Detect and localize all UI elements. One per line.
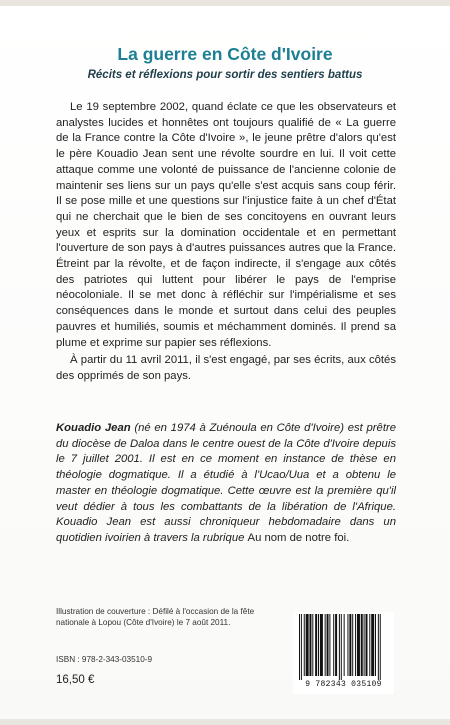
author-bio-text: est prêtre du diocèse de Daloa dans le centre ouest de la Côte d'Ivoire depuis le 7 juillet 2001. Il est en ce moment en instance de thèse en théologie dogmatique. Il a étudié à l'Ucao/Uua et a obtenu le master en théologie dogmatique. Cette œuvre est la première qu'il veut dédier à tous les combattants de la libération de l'Afrique. Kouadio Jean est aussi chroniqueur hebdomadaire dans un quotidien ivoirien à travers la rubrique (56, 422, 397, 544)
cover-credit: Illustration de couverture : Défilé à l'occasion de la fête nationale à Lopou (Côte d'Ivoire) le 7 août 2011. (56, 607, 255, 628)
barcode-bars-icon (293, 612, 394, 680)
book-title: La guerre en Côte d'Ivoire (117, 44, 333, 64)
author-name: Kouadio Jean (56, 422, 131, 434)
isbn: ISBN : 978-2-343-03510-9 (56, 655, 153, 664)
author-bio (56, 421, 396, 547)
price: 16,50 € (56, 674, 95, 686)
author-birth: (né en 1974 à Zuénoula en Côte d'Ivoire) (134, 422, 344, 434)
blurb (56, 100, 396, 385)
blurb-paragraph-2: À partir du 11 avril 2011, il s'est engagé, par ses écrits, aux côtés des opprimés de son pays. (56, 354, 396, 382)
barcode (293, 612, 394, 694)
barcode-digits: 9 782343 035109 (305, 680, 382, 689)
book-subtitle: Récits et réflexions pour sortir des sentiers battus (87, 69, 363, 81)
bottom-edge (0, 719, 450, 725)
blurb-paragraph-1: Le 19 septembre 2002, quand éclate ce que les observateurs et analystes lucides et honnêtes ont toujours qualifié de « La guerre de la France contre la Côte d'Ivoire », le jeune prêtre d'alors qu'est le père Kouadio Jean sent une révolte sourdre en lui. Il voit cette attaque comme une volonté de puissance de l'ancienne colonie de maintenir ses liens sur un pays qu'elle s'est acquis sans coup férir. Il se pose mille et une questions sur l'injustice faite à un chef d'État qui ne cherchait que le bien de ses concitoyens en ouvrant leurs yeux et esprits sur la domination occidentale et en permettant l'ouverture de son pays à d'autres puissances autres que la France. Étreint par la révolte, et de façon indirecte, il s'engage aux côtés des patriotes qui luttent pour libérer le pays de l'emprise néocoloniale. Il se met donc à réfléchir sur l'impérialisme et ses conséquences dans le monde et surtout dans celui des peuples pauvres et humiliés, soumis et méchamment dominés. Il prend sa plume et exprime sur papier ses réflexions. (56, 101, 396, 349)
column-name: Au nom de notre foi. (247, 531, 350, 544)
top-edge (0, 0, 450, 6)
